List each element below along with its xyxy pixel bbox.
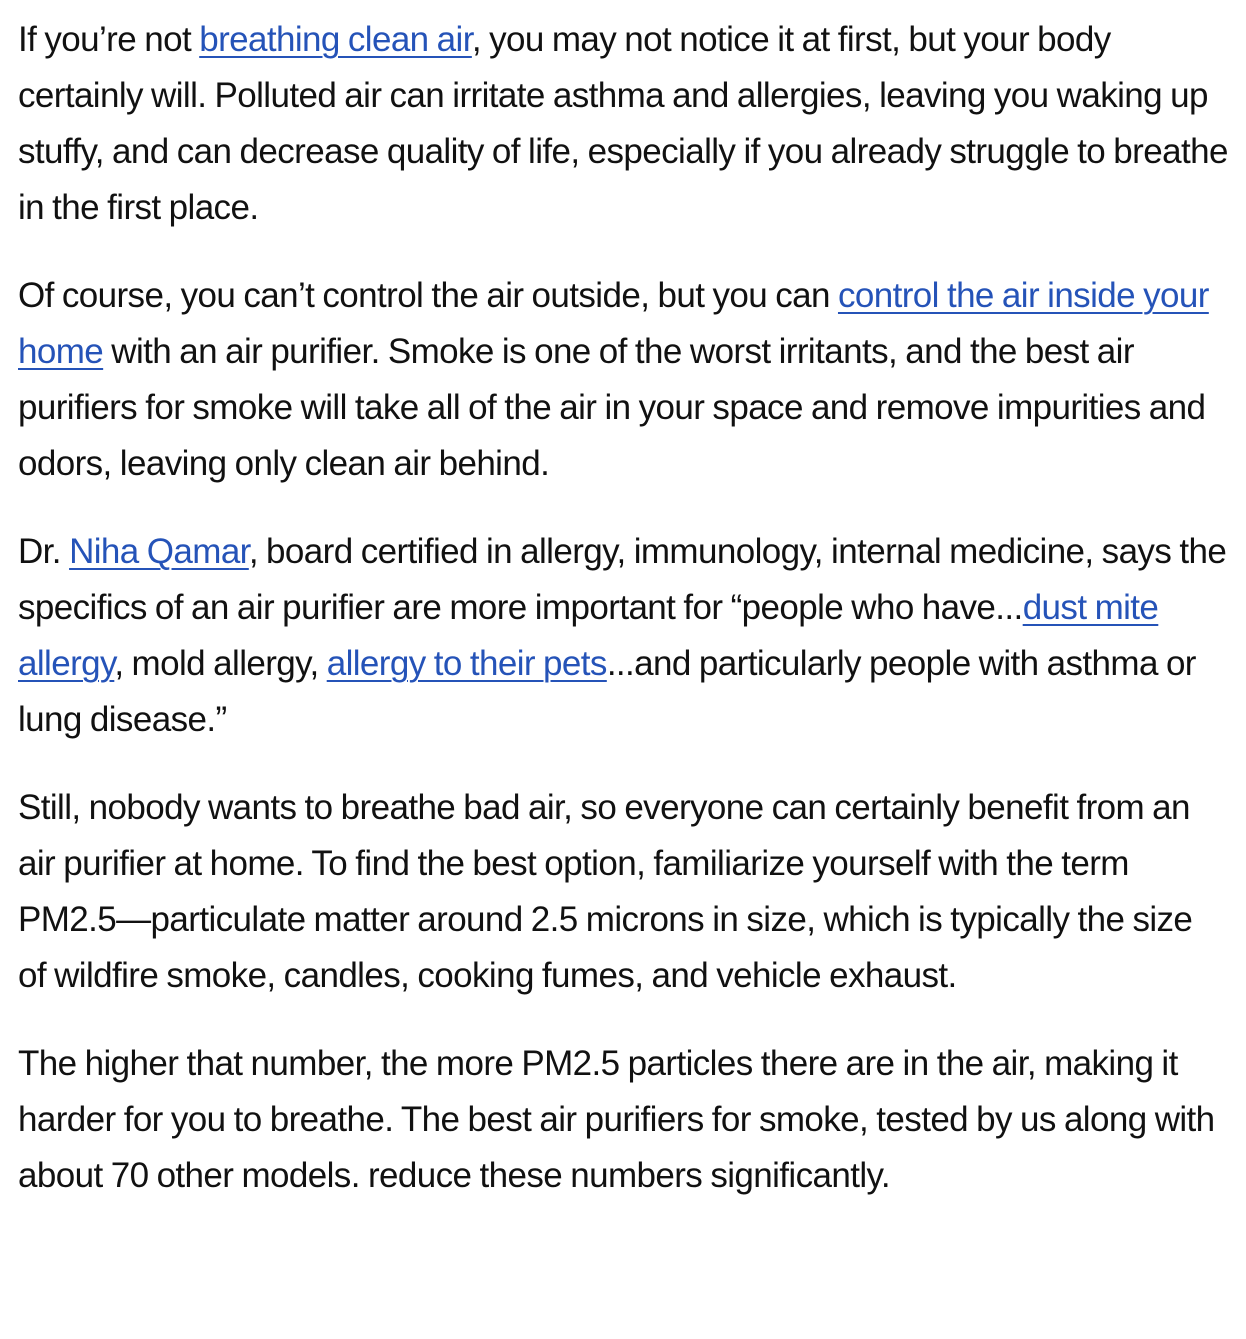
niha-qamar-link[interactable]: Niha Qamar bbox=[69, 532, 249, 571]
paragraph-air-control bbox=[18, 268, 1228, 492]
dust-mite-allergy-link[interactable]: dust mite allergy bbox=[18, 588, 1159, 683]
paragraph-text: , you may not notice it at first, but your body certainly will. Polluted air can irritate asthma and allergies, leaving you waking up stuffy, and can decrease quality of life, especially if you already struggle to breathe in the first place. bbox=[18, 20, 1228, 227]
paragraph-conclusion: The higher that number, the more PM2.5 particles there are in the air, making it harder for you to breathe. The best air purifiers for smoke, tested by us along with about 70 other models. reduce these numbers significantly. bbox=[18, 1044, 1215, 1195]
paragraph-text: , board certified in allergy, immunology, internal medicine, says the specifics of an air purifier are more important for “people who have... bbox=[18, 532, 1227, 627]
paragraph-text: Of course, you can’t control the air outside, but you can bbox=[18, 276, 838, 315]
control-air-inside-home-link[interactable]: control the air inside your home bbox=[18, 276, 1209, 371]
paragraph-text: ...and particularly people with asthma or lung disease.” bbox=[18, 644, 1196, 739]
paragraph-expert-quote bbox=[18, 524, 1228, 748]
paragraph-intro bbox=[18, 12, 1228, 236]
paragraph-text: , mold allergy, bbox=[114, 644, 327, 683]
pet-allergy-link[interactable]: allergy to their pets bbox=[326, 644, 607, 683]
paragraph-text: Dr. bbox=[18, 532, 70, 571]
paragraph-pm25: Still, nobody wants to breathe bad air, so everyone can certainly benefit from an air purifier at home. To find the best option, familiarize yourself with the term PM2.5—particulate matter around 2.5 microns in size, which is typically the size of wildfire smoke, candles, cooking fumes, and vehicle exhaust. bbox=[18, 788, 1193, 995]
breathing-clean-air-link[interactable]: breathing clean air bbox=[199, 20, 472, 59]
paragraph-text: with an air purifier. Smoke is one of the worst irritants, and the best air purifiers for smoke will take all of the air in your space and remove impurities and odors, leaving only clean air behind. bbox=[18, 332, 1206, 483]
paragraph-text: If you’re not bbox=[18, 20, 200, 59]
